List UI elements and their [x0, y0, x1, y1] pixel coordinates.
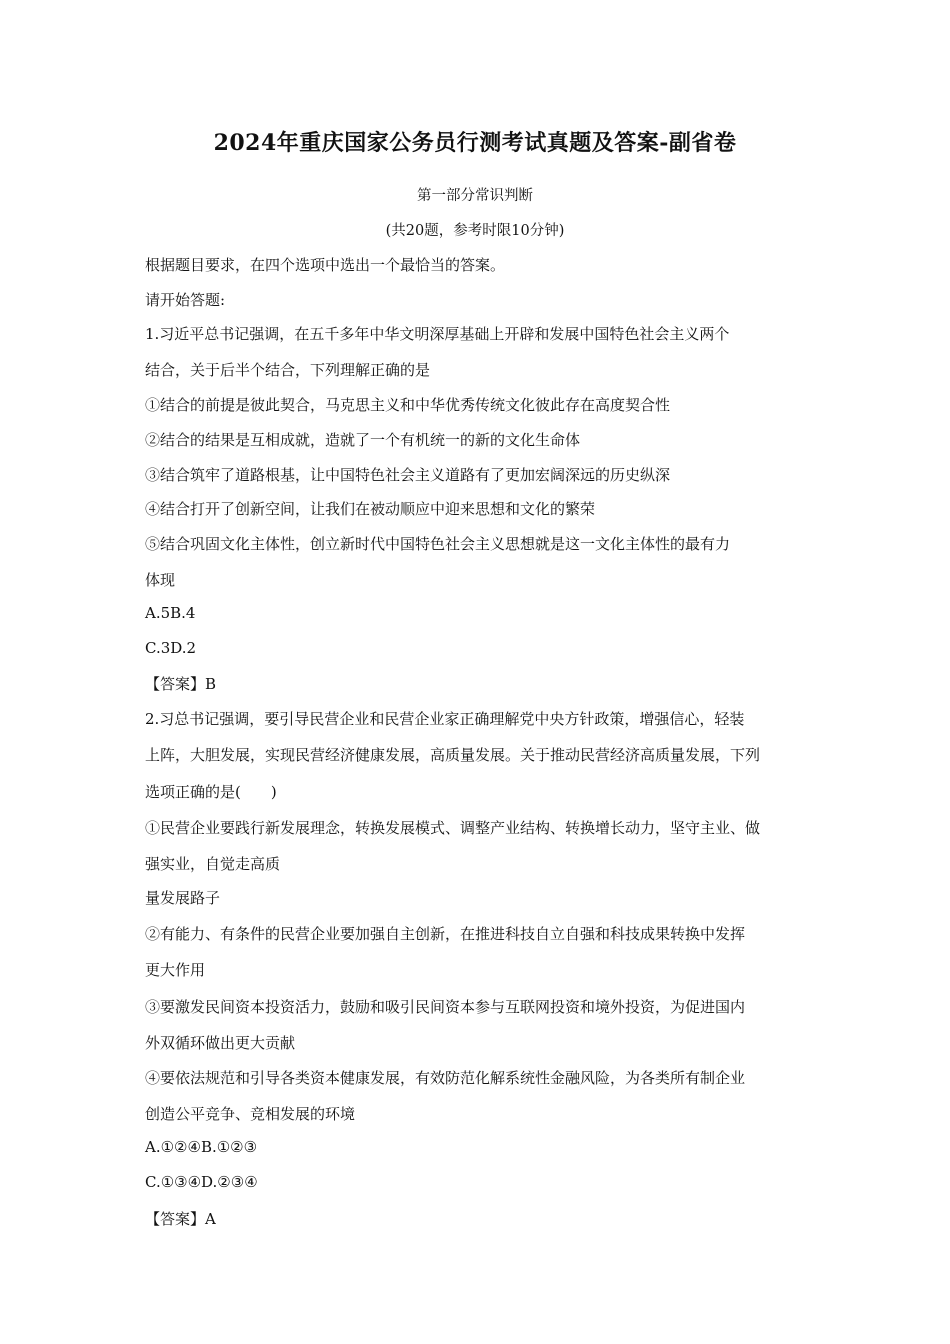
q1-stem-line: 结合，关于后半个结合，下列理解正确的是 — [145, 361, 431, 379]
q1-stem-line: 1.习近平总书记强调，在五千多年中华文明深厚基础上开辟和发展中国特色社会主义两个 — [145, 325, 730, 343]
q2-statement: 更大作用 — [145, 961, 206, 979]
start-text: 请开始答题: — [145, 291, 226, 309]
q2-stem-line: 选项正确的是( ) — [145, 783, 277, 801]
section-note: (共20题，参考时限10分钟) — [385, 223, 565, 239]
q2-options: C.①③④D.②③④ — [145, 1173, 258, 1191]
q2-stem-line: 上阵，大胆发展，实现民营经济健康发展，高质量发展。关于推动民营经济高质量发展，下列 — [145, 746, 761, 764]
q2-statement: ①民营企业要践行新发展理念，转换发展模式、调整产业结构、转换增长动力，坚守主业、做 — [145, 819, 761, 837]
q2-answer: 【答案】A — [145, 1210, 216, 1228]
q2-statement: 创造公平竞争、竞相发展的环境 — [145, 1105, 356, 1123]
q1-answer: 【答案】B — [145, 675, 217, 693]
section-heading: 第一部分常识判断 — [417, 188, 533, 204]
q1-options: A.5B.4 — [145, 604, 196, 622]
q1-options: C.3D.2 — [145, 639, 197, 657]
q1-statement: 体现 — [145, 571, 176, 589]
q2-statement: ②有能力、有条件的民营企业要加强自主创新，在推进科技自立自强和科技成果转换中发挥 — [145, 925, 746, 943]
q2-statement: 量发展路子 — [145, 889, 221, 907]
instruction-text: 根据题目要求，在四个选项中选出一个最恰当的答案。 — [145, 256, 506, 274]
q1-statement: ④结合打开了创新空间，让我们在被动顺应中迎来思想和文化的繁荣 — [145, 500, 596, 518]
q2-statement: 外双循环做出更大贡献 — [145, 1034, 296, 1052]
q1-statement: ②结合的结果是互相成就，造就了一个有机统一的新的文化生命体 — [145, 431, 581, 449]
q2-statement: ③要激发民间资本投资活力，鼓励和吸引民间资本参与互联网投资和境外投资，为促进国内 — [145, 998, 746, 1016]
q1-statement: ⑤结合巩固文化主体性，创立新时代中国特色社会主义思想就是这一文化主体性的最有力 — [145, 535, 731, 553]
q2-statement: ④要依法规范和引导各类资本健康发展，有效防范化解系统性金融风险，为各类所有制企业 — [145, 1069, 746, 1087]
q2-stem-line: 2.习总书记强调，要引导民营企业和民营企业家正确理解党中央方针政策，增强信心，轻装 — [145, 710, 745, 728]
q1-statement: ①结合的前提是彼此契合，马克思主义和中华优秀传统文化彼此存在高度契合性 — [145, 396, 671, 414]
q2-statement: 强实业，自觉走高质 — [145, 855, 281, 873]
document-title: 2024年重庆国家公务员行测考试真题及答案-副省卷 — [213, 130, 737, 156]
q2-options: A.①②④B.①②③ — [145, 1138, 258, 1156]
q1-statement: ③结合筑牢了道路根基，让中国特色社会主义道路有了更加宏阔深远的历史纵深 — [145, 466, 671, 484]
